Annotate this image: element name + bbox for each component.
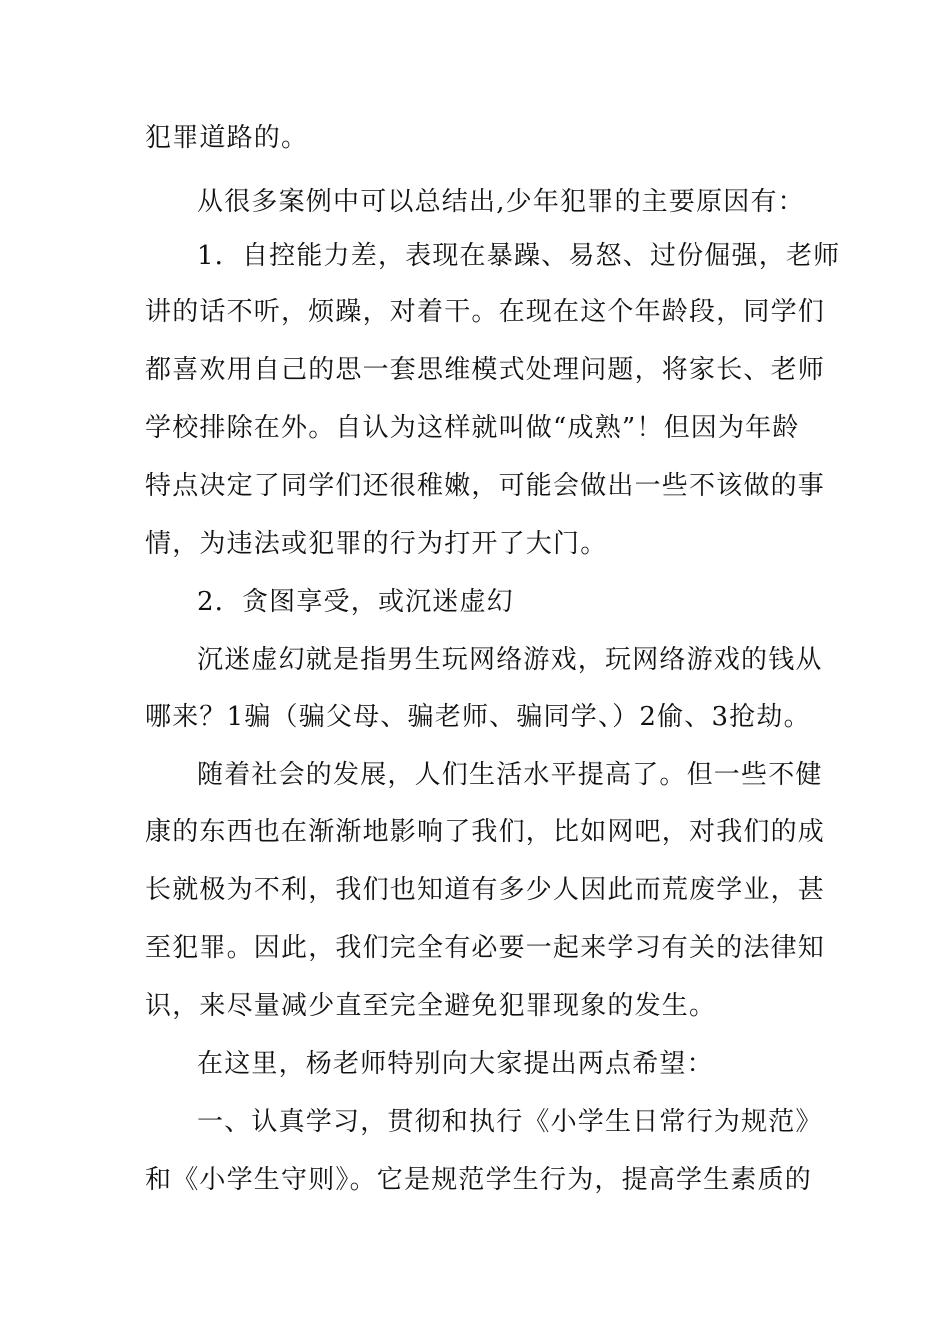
text-line: 识，来尽量减少直至完全避免犯罪现象的发生。 — [145, 991, 717, 1021]
text-line: 犯罪道路的。 — [145, 123, 309, 153]
text-line: 2．贪图享受，或沉迷虚幻 — [197, 587, 514, 617]
text-line: 哪来？1骗（骗父母、骗老师、骗同学、）2偷、3抢劫。 — [145, 702, 811, 732]
text-line: 沉迷虚幻就是指男生玩网络游戏，玩网络游戏的钱从 — [197, 645, 823, 675]
text-line: 康的东西也在渐渐地影响了我们，比如网吧，对我们的成 — [145, 817, 826, 847]
text-line: 长就极为不利，我们也知道有多少人因此而荒废学业，甚 — [145, 875, 826, 905]
text-line: 特点决定了同学们还很稚嫩，可能会做出一些不该做的事 — [145, 471, 826, 501]
text-line: 随着社会的发展，人们生活水平提高了。但一些不健 — [197, 760, 823, 790]
text-line: 至犯罪。因此，我们完全有必要一起来学习有关的法律知 — [145, 933, 826, 963]
text-line: 情，为违法或犯罪的行为打开了大门。 — [145, 529, 608, 559]
text-line: 和《小学生守则》。它是规范学生行为，提高学生素质的 — [145, 1165, 813, 1195]
text-line: 都喜欢用自己的思一套思维模式处理问题，将家长、老师 — [145, 355, 826, 385]
text-line: 1．自控能力差，表现在暴躁、易怒、过份倔强，老师 — [197, 241, 841, 271]
text-line: 讲的话不听，烦躁，对着干。在现在这个年龄段，同学们 — [145, 297, 826, 327]
text-line: 学校排除在外。自认为这样就叫做“成熟”！但因为年龄 — [145, 413, 800, 443]
text-line: 一、认真学习，贯彻和执行《小学生日常行为规范》 — [197, 1107, 823, 1137]
text-line: 在这里，杨老师特别向大家提出两点希望： — [197, 1049, 714, 1079]
text-line: 从很多案例中可以总结出,少年犯罪的主要原因有： — [197, 187, 805, 217]
